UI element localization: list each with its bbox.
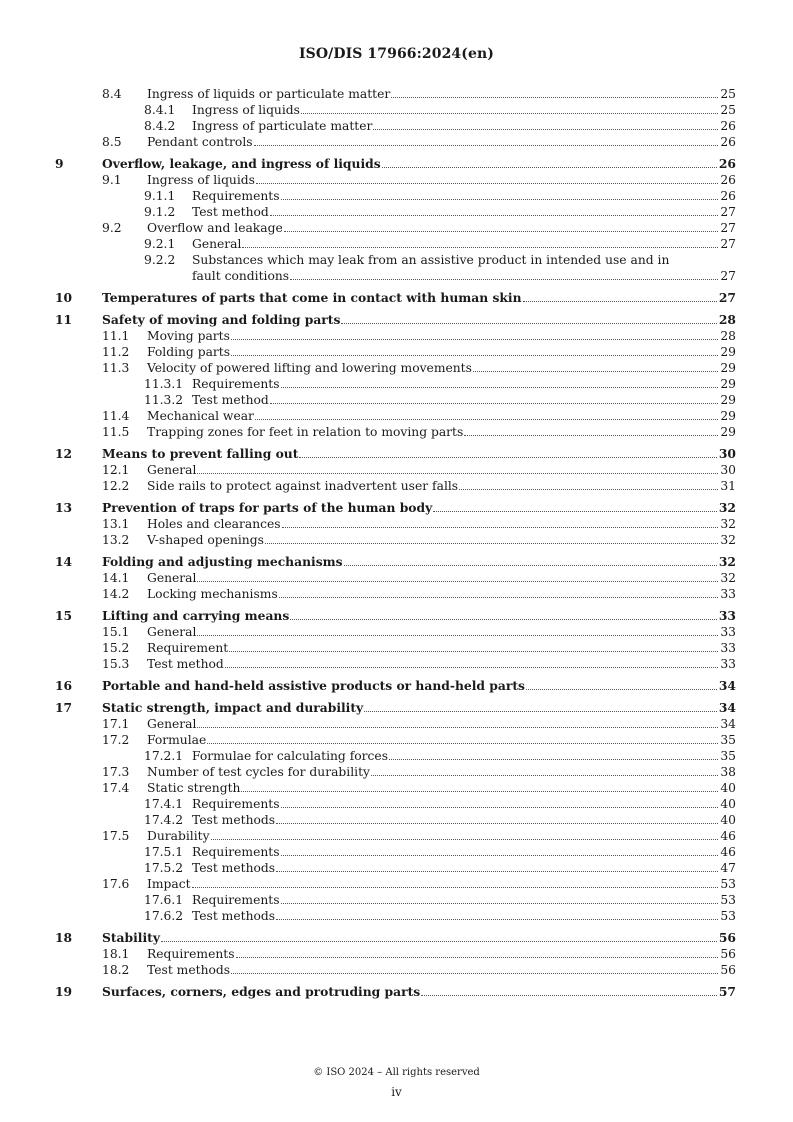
toc-entry-number: 15.1: [102, 625, 130, 639]
table-of-contents: [0, 86, 793, 1000]
toc-entry-page: 26: [718, 156, 736, 171]
toc-entry-number: 17: [55, 700, 73, 715]
toc-entry-number: 17.6.2: [144, 909, 184, 923]
toc-entry-number: 8.5: [102, 135, 122, 149]
dot-leader: [344, 554, 717, 566]
toc-entry-page: 47: [720, 861, 736, 875]
toc-entry-title: V-shaped openings: [147, 533, 264, 547]
toc-entry-page: 32: [718, 500, 736, 515]
dot-leader: [284, 220, 719, 232]
toc-entry-title: Test methods: [147, 963, 231, 977]
toc-entry-title: General: [192, 237, 242, 251]
toc-entry-page: 53: [720, 893, 736, 907]
toc-entry-page: 34: [718, 678, 736, 693]
toc-entry[interactable]: [0, 892, 793, 908]
toc-entry-title: Test methods: [192, 813, 276, 827]
toc-entry-title: Formulae for calculating forces: [192, 749, 389, 763]
toc-entry-title: Holes and clearances: [147, 517, 281, 531]
toc-entry[interactable]: [0, 700, 793, 716]
toc-entry[interactable]: [0, 780, 793, 796]
toc-entry-number: 12: [55, 446, 73, 461]
toc-entry-number: 9.2.1: [144, 237, 176, 251]
dot-leader: [341, 312, 716, 324]
toc-entry-page: 26: [720, 173, 736, 187]
toc-entry[interactable]: [0, 424, 793, 440]
toc-entry-page: 32: [720, 533, 736, 547]
toc-entry-number: 12.2: [102, 479, 130, 493]
toc-entry-number: 17.2.1: [144, 749, 184, 763]
toc-entry-number: 11.1: [102, 329, 130, 343]
toc-entry-page: 32: [718, 554, 736, 569]
toc-entry-title: Durability: [147, 829, 210, 843]
toc-entry-page: 33: [720, 641, 736, 655]
toc-entry-title: Formulae: [147, 733, 207, 747]
dot-leader: [197, 570, 718, 582]
toc-entry-title: Moving parts: [147, 329, 230, 343]
toc-entry-number: 11.3: [102, 361, 130, 375]
toc-entry-page: 34: [718, 700, 736, 715]
dot-leader: [229, 640, 718, 652]
toc-entry[interactable]: [0, 532, 793, 548]
toc-entry[interactable]: [0, 446, 793, 462]
toc-entry-page: 35: [720, 733, 736, 747]
toc-entry-number: 17.4: [102, 781, 130, 795]
toc-entry-title: Impact: [147, 877, 191, 891]
toc-entry-number: 8.4.2: [144, 119, 176, 133]
toc-entry[interactable]: [0, 478, 793, 494]
toc-entry-number: 16: [55, 678, 73, 693]
toc-entry-page: 25: [720, 87, 736, 101]
toc-entry-number: 9.2: [102, 221, 122, 235]
toc-entry[interactable]: [0, 252, 793, 284]
dot-leader: [281, 796, 719, 808]
dot-leader: [236, 946, 719, 958]
toc-entry-number: 18: [55, 930, 73, 945]
toc-entry-title: Requirements: [192, 893, 280, 907]
toc-entry[interactable]: [0, 86, 793, 102]
toc-entry-page: 46: [720, 829, 736, 843]
toc-entry-title: Test method: [192, 205, 269, 219]
toc-entry-title: Safety of moving and folding parts: [102, 312, 341, 327]
toc-entry-number: 8.4: [102, 87, 122, 101]
toc-entry-title: General: [147, 625, 197, 639]
toc-entry-title: Lifting and carrying means: [102, 608, 290, 623]
toc-entry-title: Static strength, impact and durability: [102, 700, 364, 715]
toc-entry-number: 13.1: [102, 517, 130, 531]
dot-leader: [265, 532, 718, 544]
toc-entry[interactable]: [0, 608, 793, 624]
toc-entry-title: Surfaces, corners, edges and protruding parts: [102, 984, 421, 999]
toc-entry-number: 9.1.1: [144, 189, 176, 203]
toc-entry-title: Test methods: [192, 861, 276, 875]
toc-entry-title: Requirements: [192, 845, 280, 859]
toc-entry[interactable]: [0, 716, 793, 732]
toc-entry-number: 10: [55, 290, 73, 305]
dot-leader: [421, 984, 717, 996]
toc-entry-page: 29: [720, 377, 736, 391]
toc-entry-title: Folding parts: [147, 345, 231, 359]
toc-entry-number: 17.5.2: [144, 861, 184, 875]
toc-entry-title: Pendant controls: [147, 135, 253, 149]
toc-entry-number: 9.1: [102, 173, 122, 187]
toc-entry-title: Means to prevent falling out: [102, 446, 299, 461]
dot-leader: [391, 86, 718, 98]
toc-entry-title: Ingress of liquids or particulate matter: [147, 87, 391, 101]
dot-leader: [270, 204, 719, 216]
toc-entry-title: Overflow and leakage: [147, 221, 283, 235]
toc-entry-number: 11: [55, 312, 73, 327]
toc-entry-number: 17.1: [102, 717, 130, 731]
dot-leader: [371, 764, 718, 776]
toc-entry-number: 11.4: [102, 409, 130, 423]
dot-leader: [301, 102, 718, 114]
toc-entry-page: 29: [720, 409, 736, 423]
dot-leader: [281, 188, 719, 200]
toc-entry-page: 27: [720, 237, 736, 251]
toc-entry-title: Requirements: [192, 377, 280, 391]
toc-entry-title: Trapping zones for feet in relation to moving parts: [147, 425, 464, 439]
toc-entry-number: 17.6: [102, 877, 130, 891]
toc-entry-title: Mechanical wear: [147, 409, 254, 423]
toc-entry-title: Test method: [192, 393, 269, 407]
dot-leader: [290, 268, 718, 280]
dot-leader: [473, 360, 718, 372]
toc-entry[interactable]: [0, 188, 793, 204]
toc-entry-number: 18.2: [102, 963, 130, 977]
dot-leader: [197, 716, 718, 728]
dot-leader: [255, 408, 718, 420]
toc-entry-page: 40: [720, 781, 736, 795]
toc-entry[interactable]: [0, 962, 793, 978]
toc-entry-number: 13.2: [102, 533, 130, 547]
toc-entry-title: Side rails to protect against inadvertent user falls: [147, 479, 459, 493]
toc-entry-title: Folding and adjusting mechanisms: [102, 554, 343, 569]
toc-entry-page: 33: [720, 625, 736, 639]
toc-entry-title: General: [147, 717, 197, 731]
toc-entry-page: 38: [720, 765, 736, 779]
dot-leader: [231, 344, 718, 356]
toc-entry[interactable]: [0, 220, 793, 236]
toc-entry[interactable]: [0, 516, 793, 532]
toc-entry[interactable]: [0, 640, 793, 656]
toc-entry-page: 53: [720, 909, 736, 923]
dot-leader: [459, 478, 718, 490]
toc-entry[interactable]: [0, 554, 793, 570]
toc-entry[interactable]: [0, 500, 793, 516]
toc-entry-page: 26: [720, 119, 736, 133]
toc-entry-page: 27: [720, 205, 736, 219]
toc-entry[interactable]: [0, 908, 793, 924]
dot-leader: [281, 892, 719, 904]
toc-entry[interactable]: [0, 812, 793, 828]
toc-entry-page: 29: [720, 361, 736, 375]
toc-entry-title: Ingress of liquids: [192, 103, 300, 117]
toc-entry-page: 25: [720, 103, 736, 117]
toc-entry[interactable]: [0, 156, 793, 172]
toc-entry[interactable]: [0, 984, 793, 1000]
toc-entry-number: 9.1.2: [144, 205, 176, 219]
toc-entry-title: Portable and hand-held assistive products or hand-held parts: [102, 678, 525, 693]
toc-entry-number: 12.1: [102, 463, 130, 477]
toc-entry-title: Locking mechanisms: [147, 587, 278, 601]
dot-leader: [241, 780, 718, 792]
toc-entry[interactable]: [0, 732, 793, 748]
dot-leader: [299, 446, 716, 458]
toc-entry-page: 34: [720, 717, 736, 731]
dot-leader: [242, 236, 718, 248]
toc-entry-number: 9: [55, 156, 64, 171]
toc-entry-number: 8.4.1: [144, 103, 176, 117]
toc-entry-number: 14.2: [102, 587, 130, 601]
toc-entry-title: General: [147, 463, 197, 477]
toc-entry-page: 32: [720, 517, 736, 531]
toc-entry-number: 14.1: [102, 571, 130, 585]
toc-entry-page: 46: [720, 845, 736, 859]
dot-leader: [464, 424, 718, 436]
toc-entry-page: 56: [720, 947, 736, 961]
toc-entry-page: 27: [720, 269, 736, 283]
dot-leader: [197, 462, 718, 474]
toc-entry-number: 11.3.2: [144, 393, 184, 407]
toc-entry-title: Velocity of powered lifting and lowering movements: [147, 361, 472, 375]
toc-entry-page: 30: [718, 446, 736, 461]
toc-entry-page: 53: [720, 877, 736, 891]
toc-entry[interactable]: [0, 376, 793, 392]
toc-entry-number: 17.6.1: [144, 893, 184, 907]
toc-entry[interactable]: [0, 134, 793, 150]
toc-entry-page: 30: [720, 463, 736, 477]
toc-entry[interactable]: [0, 360, 793, 376]
toc-entry[interactable]: [0, 236, 793, 252]
toc-entry[interactable]: [0, 204, 793, 220]
toc-entry-title: Requirement: [147, 641, 229, 655]
dot-leader: [282, 516, 719, 528]
dot-leader: [523, 290, 717, 302]
toc-entry[interactable]: [0, 462, 793, 478]
dot-leader: [276, 860, 718, 872]
toc-entry-title: General: [147, 571, 197, 585]
toc-entry-title: Test method: [147, 657, 224, 671]
toc-entry-title: Static strength: [147, 781, 241, 795]
toc-entry[interactable]: [0, 844, 793, 860]
toc-entry-number: 11.3.1: [144, 377, 184, 391]
dot-leader: [270, 392, 719, 404]
toc-entry[interactable]: [0, 748, 793, 764]
toc-entry-title: Requirements: [147, 947, 235, 961]
toc-entry[interactable]: [0, 312, 793, 328]
dot-leader: [279, 586, 719, 598]
dot-leader: [231, 962, 718, 974]
toc-entry-page: 31: [720, 479, 736, 493]
toc-entry[interactable]: [0, 624, 793, 640]
toc-entry[interactable]: [0, 172, 793, 188]
dot-leader: [389, 748, 718, 760]
toc-entry[interactable]: [0, 328, 793, 344]
dot-leader: [276, 908, 718, 920]
dot-leader: [256, 172, 718, 184]
copyright-notice: © ISO 2024 – All rights reserved: [313, 1067, 480, 1078]
dot-leader: [382, 156, 717, 168]
toc-entry-number: 19: [55, 984, 73, 999]
dot-leader: [364, 700, 717, 712]
toc-entry-page: 40: [720, 797, 736, 811]
dot-leader: [225, 656, 719, 668]
toc-entry[interactable]: [0, 102, 793, 118]
toc-entry[interactable]: [0, 586, 793, 602]
toc-entry-number: 17.5: [102, 829, 130, 843]
toc-entry[interactable]: [0, 392, 793, 408]
toc-entry[interactable]: [0, 678, 793, 694]
toc-entry-page: 29: [720, 393, 736, 407]
toc-entry-page: 32: [720, 571, 736, 585]
dot-leader: [231, 328, 718, 340]
toc-entry-page: 56: [720, 963, 736, 977]
toc-entry[interactable]: [0, 946, 793, 962]
dot-leader: [161, 930, 717, 942]
toc-entry[interactable]: [0, 876, 793, 892]
toc-entry[interactable]: [0, 860, 793, 876]
toc-entry-number: 18.1: [102, 947, 130, 961]
toc-entry[interactable]: [0, 796, 793, 812]
toc-entry-page: 29: [720, 345, 736, 359]
toc-entry-page: 35: [720, 749, 736, 763]
dot-leader: [211, 828, 719, 840]
toc-entry[interactable]: [0, 930, 793, 946]
toc-entry-number: 9.2.2: [144, 253, 176, 267]
toc-entry-title: Test methods: [192, 909, 276, 923]
toc-entry-page: 33: [720, 657, 736, 671]
toc-entry-number: 11.5: [102, 425, 130, 439]
toc-entry-title-continued: fault conditions: [192, 269, 290, 283]
toc-entry-number: 17.5.1: [144, 845, 184, 859]
dot-leader: [276, 812, 718, 824]
toc-entry-title: Ingress of liquids: [147, 173, 255, 187]
toc-entry-title: Temperatures of parts that come in contact with human skin: [102, 290, 522, 305]
dot-leader: [197, 624, 718, 636]
toc-entry-page: 28: [718, 312, 736, 327]
toc-entry-page: 26: [720, 189, 736, 203]
toc-entry-page: 40: [720, 813, 736, 827]
dot-leader: [254, 134, 719, 146]
toc-entry-page: 27: [718, 290, 736, 305]
toc-entry-page: 28: [720, 329, 736, 343]
dot-leader: [207, 732, 718, 744]
toc-entry[interactable]: [0, 764, 793, 780]
toc-entry-title: Overflow, leakage, and ingress of liquids: [102, 156, 381, 171]
toc-entry[interactable]: [0, 344, 793, 360]
toc-entry[interactable]: [0, 656, 793, 672]
dot-leader: [526, 678, 717, 690]
toc-entry-title: Ingress of particulate matter: [192, 119, 373, 133]
toc-entry-title: Requirements: [192, 797, 280, 811]
dot-leader: [281, 376, 719, 388]
toc-entry-title: Stability: [102, 930, 160, 945]
toc-entry[interactable]: [0, 570, 793, 586]
toc-entry-number: 15.3: [102, 657, 130, 671]
toc-entry-page: 33: [718, 608, 736, 623]
toc-entry-page: 27: [720, 221, 736, 235]
dot-leader: [373, 118, 718, 130]
toc-entry-number: 17.3: [102, 765, 130, 779]
toc-entry-title: Requirements: [192, 189, 280, 203]
dot-leader: [192, 876, 719, 888]
toc-entry-number: 15.2: [102, 641, 130, 655]
toc-entry-page: 56: [718, 930, 736, 945]
toc-entry-number: 17.2: [102, 733, 130, 747]
page-number: iv: [391, 1085, 402, 1099]
toc-entry-number: 15: [55, 608, 73, 623]
toc-entry[interactable]: [0, 828, 793, 844]
dot-leader: [290, 608, 717, 620]
dot-leader: [433, 500, 717, 512]
toc-entry-page: 26: [720, 135, 736, 149]
toc-entry[interactable]: [0, 290, 793, 306]
toc-entry-number: 14: [55, 554, 73, 569]
toc-entry-title: Number of test cycles for durability: [147, 765, 370, 779]
toc-entry-title: Prevention of traps for parts of the human body: [102, 500, 433, 515]
toc-entry-page: 57: [718, 984, 736, 999]
toc-entry-number: 13: [55, 500, 73, 515]
toc-entry-page: 33: [720, 587, 736, 601]
toc-entry-number: 17.4.2: [144, 813, 184, 827]
toc-entry-title: Substances which may leak from an assistive product in intended use and in: [192, 253, 670, 267]
toc-entry-page: 29: [720, 425, 736, 439]
document-header: ISO/DIS 17966:2024(en): [298, 46, 494, 62]
toc-entry[interactable]: [0, 118, 793, 134]
dot-leader: [281, 844, 719, 856]
toc-entry[interactable]: [0, 408, 793, 424]
toc-entry-number: 17.4.1: [144, 797, 184, 811]
toc-entry-number: 11.2: [102, 345, 130, 359]
